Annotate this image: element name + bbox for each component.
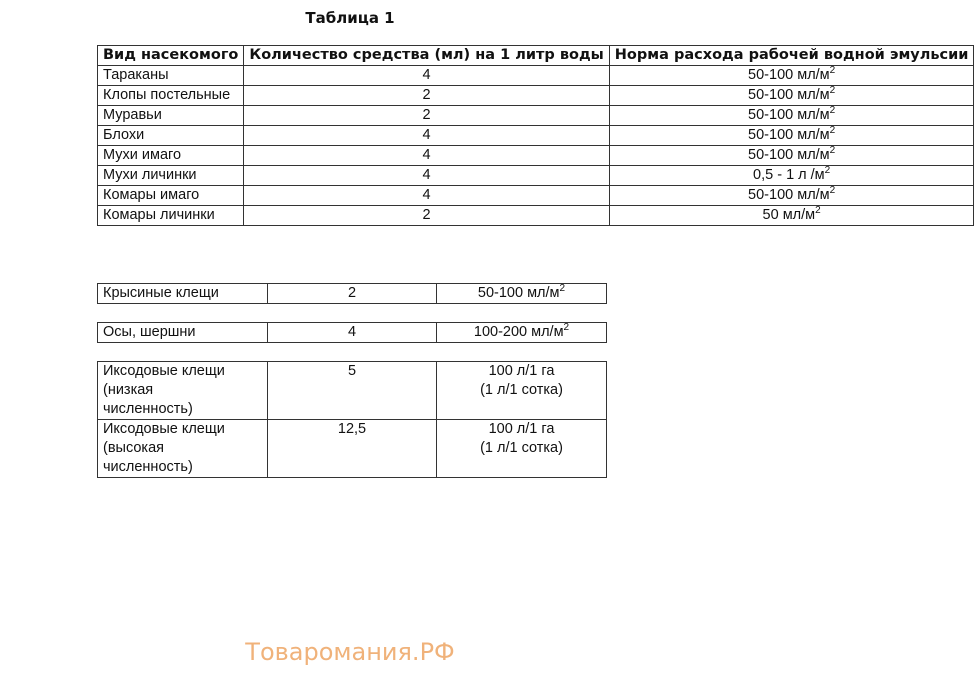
insect-name-line: Иксодовые клещи — [103, 363, 225, 379]
table-title: Таблица 1 — [305, 9, 395, 27]
insect-name — [98, 362, 268, 420]
norm-line: 100 л/1 га — [488, 421, 555, 437]
norm-text: 50-100 мл/м — [748, 127, 830, 143]
amount-value: 5 — [268, 362, 437, 420]
norm-text: 50-100 мл/м — [748, 67, 830, 83]
norm-text: 100-200 мл/м — [473, 324, 564, 340]
norm-superscript: 2 — [829, 145, 836, 156]
insect-name: Клопы постельные — [98, 86, 244, 106]
insect-name — [98, 420, 268, 478]
rat-mites-table — [97, 283, 607, 304]
insect-name-line: (высокая — [103, 440, 165, 456]
norm-value — [609, 66, 974, 86]
norm-text: 50-100 мл/м — [748, 87, 830, 103]
watermark-logo: Товаромания.РФ — [245, 638, 455, 666]
header-consumption-norm: Норма расхода рабочей водной эмульсии — [609, 46, 974, 66]
norm-text: 50 мл/м — [762, 207, 816, 223]
norm-value — [609, 126, 974, 146]
insect-name: Комары имаго — [98, 186, 244, 206]
insect-name-line: (низкая — [103, 382, 154, 398]
amount-value: 4 — [268, 323, 437, 343]
amount-value: 12,5 — [268, 420, 437, 478]
main-table — [97, 45, 974, 226]
norm-value — [437, 284, 607, 304]
norm-text: 50-100 мл/м — [748, 147, 830, 163]
table-row — [98, 66, 974, 86]
amount-value: 4 — [244, 126, 609, 146]
norm-text: 50-100 мл/м — [748, 187, 830, 203]
norm-value — [609, 106, 974, 126]
insect-name-line: численность) — [103, 401, 193, 417]
amount-value: 4 — [244, 166, 609, 186]
amount-value: 4 — [244, 186, 609, 206]
insect-name: Мухи личинки — [98, 166, 244, 186]
norm-value — [609, 186, 974, 206]
norm-superscript: 2 — [824, 165, 831, 176]
wasps-table — [97, 322, 607, 343]
amount-value: 2 — [244, 86, 609, 106]
insect-name-line: численность) — [103, 459, 193, 475]
norm-superscript: 2 — [563, 322, 570, 333]
norm-text: 0,5 - 1 л /м — [753, 167, 825, 183]
amount-value: 4 — [244, 66, 609, 86]
insect-name: Тараканы — [98, 66, 244, 86]
header-amount: Количество средства (мл) на 1 литр воды — [244, 46, 609, 66]
amount-value: 2 — [244, 206, 609, 226]
table-row — [98, 146, 974, 166]
amount-value: 2 — [244, 106, 609, 126]
header-insect-type: Вид насекомого — [98, 46, 244, 66]
table-row — [98, 362, 607, 420]
insect-name: Муравьи — [98, 106, 244, 126]
norm-superscript: 2 — [829, 185, 836, 196]
norm-value — [609, 206, 974, 226]
table-row — [98, 323, 607, 343]
norm-superscript: 2 — [829, 65, 836, 76]
norm-value — [437, 420, 607, 478]
ixodid-ticks-table — [97, 361, 607, 478]
norm-text: 50-100 мл/м — [748, 107, 830, 123]
norm-text: 50-100 мл/м — [477, 285, 560, 301]
norm-line: 100 л/1 га — [488, 363, 555, 379]
norm-line: (1 л/1 сотка) — [480, 440, 563, 456]
insect-name: Мухи имаго — [98, 146, 244, 166]
insect-name-line: Иксодовые клещи — [103, 421, 225, 437]
table-header-row — [98, 46, 974, 66]
norm-superscript: 2 — [829, 85, 836, 96]
table-row — [98, 206, 974, 226]
table-row — [98, 166, 974, 186]
amount-value: 4 — [244, 146, 609, 166]
norm-value — [609, 86, 974, 106]
norm-value — [437, 362, 607, 420]
insect-name: Блохи — [98, 126, 244, 146]
table-row — [98, 126, 974, 146]
norm-value — [609, 166, 974, 186]
insect-name: Осы, шершни — [98, 323, 268, 343]
table-row — [98, 284, 607, 304]
norm-line: (1 л/1 сотка) — [480, 382, 563, 398]
norm-value — [437, 323, 607, 343]
table-row — [98, 106, 974, 126]
table-row — [98, 86, 974, 106]
table-row — [98, 420, 607, 478]
norm-superscript: 2 — [829, 105, 836, 116]
norm-value — [609, 146, 974, 166]
norm-superscript: 2 — [829, 125, 836, 136]
table-row — [98, 186, 974, 206]
norm-superscript: 2 — [815, 205, 821, 216]
insect-name: Комары личинки — [98, 206, 244, 226]
insect-name: Крысиные клещи — [98, 284, 268, 304]
amount-value: 2 — [268, 284, 437, 304]
norm-superscript: 2 — [559, 283, 566, 294]
